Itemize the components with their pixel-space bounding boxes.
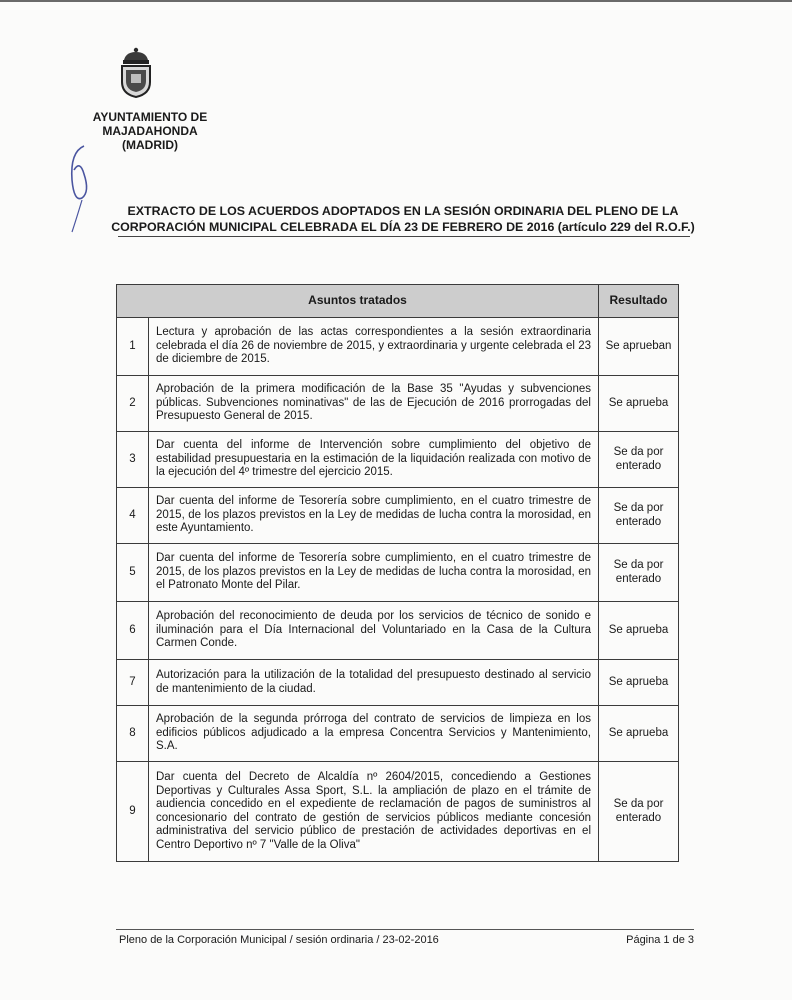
table-row bbox=[117, 432, 679, 488]
coat-of-arms-icon bbox=[118, 46, 154, 98]
row-subject: Dar cuenta del Decreto de Alcaldía nº 2604/2015, concediendo a Gestiones Deportivas y Culturales Assa Sport, S.L. la ampliación de plazo en el trámite de audiencia concedido en el expediente de reclamación de pagos de suministros al concesionario del contrato de gestión de servicios públicos mediante concesión administrativa del servicio público de prestación de actividades deportivas en el Centro Deportivo nº 7 "Valle de la Oliva" bbox=[149, 762, 599, 862]
table-row bbox=[117, 660, 679, 706]
footer-session-info: Pleno de la Corporación Municipal / sesión ordinaria / 23-02-2016 bbox=[119, 934, 439, 946]
footer-divider bbox=[116, 929, 694, 930]
table-header-row bbox=[117, 285, 679, 318]
row-result: Se da por enterado bbox=[599, 488, 679, 544]
top-border-line bbox=[0, 0, 792, 2]
footer-page-number: Página 1 de 3 bbox=[626, 934, 694, 946]
organization-name bbox=[70, 110, 230, 152]
row-subject: Aprobación de la segunda prórroga del contrato de servicios de limpieza en los edificios públicos adjudicado a la empresa Concentra Servicios y Mantenimiento, S.A. bbox=[149, 706, 599, 762]
row-subject: Aprobación de la primera modificación de la Base 35 "Ayudas y subvenciones públicas. Subvenciones nominativas" de las de Ejecución de 2016 prorrogadas del Presupuesto General de 2015. bbox=[149, 376, 599, 432]
row-result: Se da por enterado bbox=[599, 432, 679, 488]
agenda-table bbox=[116, 284, 679, 862]
header-result: Resultado bbox=[599, 285, 679, 318]
row-subject: Dar cuenta del informe de Intervención sobre cumplimiento del objetivo de estabilidad presupuestaria en la estimación de la liquidación realizada con motivo de la ejecución del 4º trimestre del ejercicio 2015. bbox=[149, 432, 599, 488]
table-row bbox=[117, 376, 679, 432]
row-result: Se aprueba bbox=[599, 376, 679, 432]
row-number: 7 bbox=[117, 660, 149, 706]
row-number: 3 bbox=[117, 432, 149, 488]
row-subject: Autorización para la utilización de la totalidad del presupuesto destinado al servicio de mantenimiento de la ciudad. bbox=[149, 660, 599, 706]
title-line-2: CORPORACIÓN MUNICIPAL CELEBRADA EL DÍA 23 DE FEBRERO DE 2016 (artículo 229 del R.O.F.) bbox=[111, 220, 695, 234]
row-number: 2 bbox=[117, 376, 149, 432]
title-underline bbox=[118, 236, 690, 237]
org-line-2: MAJADAHONDA bbox=[102, 124, 198, 138]
row-subject: Lectura y aprobación de las actas correspondientes a la sesión extraordinaria celebrada el día 26 de noviembre de 2015, y extraordinaria y urgente celebrada el 23 de diciembre de 2015. bbox=[149, 318, 599, 376]
row-subject: Dar cuenta del informe de Tesorería sobre cumplimiento, en el cuatro trimestre de 2015, de los plazos previstos en la Ley de medidas de lucha contra la morosidad, en el Patronato Monte del Pilar. bbox=[149, 544, 599, 602]
handwritten-initial-mark bbox=[62, 140, 92, 235]
table-row bbox=[117, 602, 679, 660]
table-row bbox=[117, 706, 679, 762]
row-number: 9 bbox=[117, 762, 149, 862]
title-line-1: EXTRACTO DE LOS ACUERDOS ADOPTADOS EN LA SESIÓN ORDINARIA DEL PLENO DE LA bbox=[127, 204, 679, 218]
row-number: 8 bbox=[117, 706, 149, 762]
row-result: Se da por enterado bbox=[599, 762, 679, 862]
row-number: 4 bbox=[117, 488, 149, 544]
table-row bbox=[117, 318, 679, 376]
row-result: Se aprueba bbox=[599, 660, 679, 706]
row-subject: Dar cuenta del informe de Tesorería sobre cumplimiento, en el cuatro trimestre de 2015, de los plazos previstos en la Ley de medidas de lucha contra la morosidad, en este Ayuntamiento. bbox=[149, 488, 599, 544]
row-number: 1 bbox=[117, 318, 149, 376]
org-line-1: AYUNTAMIENTO DE bbox=[92, 110, 208, 124]
row-result: Se aprueban bbox=[599, 318, 679, 376]
row-result: Se da por enterado bbox=[599, 544, 679, 602]
row-result: Se aprueba bbox=[599, 706, 679, 762]
row-result: Se aprueba bbox=[599, 602, 679, 660]
row-number: 5 bbox=[117, 544, 149, 602]
row-subject: Aprobación del reconocimiento de deuda por los servicios de técnico de sonido e iluminación para el Día Internacional del Voluntariado en la Casa de la Cultura Carmen Conde. bbox=[149, 602, 599, 660]
table-row bbox=[117, 488, 679, 544]
table-row bbox=[117, 544, 679, 602]
row-number: 6 bbox=[117, 602, 149, 660]
header-subject: Asuntos tratados bbox=[117, 285, 599, 318]
document-title bbox=[108, 203, 698, 235]
org-line-3: (MADRID) bbox=[122, 138, 178, 152]
table-row bbox=[117, 762, 679, 862]
